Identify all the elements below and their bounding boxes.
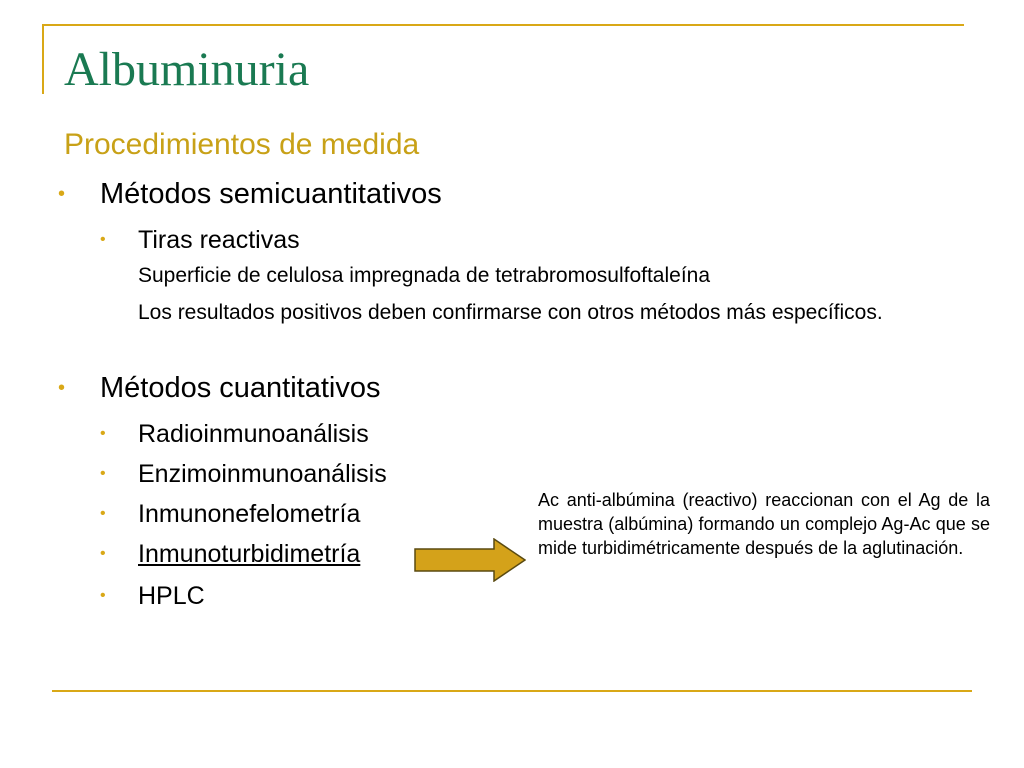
item-label: Inmunoturbidimetría [138,540,361,568]
frame-top-line [42,24,964,26]
callout-text: Ac anti-albúmina (reactivo) reaccionan con el Ag de la muestra (albúmina) formando un complejo Ag-Ac que se mide turbidimétricamente después de la aglutinación. [538,490,990,558]
section-cuantitativos [58,370,381,406]
frame-left-line [42,24,44,94]
item-inmunoturbidimetria [100,538,361,570]
bullet-icon: • [100,587,106,604]
bullet-icon: • [100,545,106,562]
bullet-icon: • [100,505,106,522]
item-label: Enzimoinmunoanálisis [138,460,387,488]
note-celulosa: Superficie de celulosa impregnada de tetrabromosulfoftaleína [138,264,711,287]
bullet-icon: • [100,465,106,482]
slide-title: Albuminuria [64,43,310,96]
frame-bottom-line [52,690,972,692]
item-hplc [100,580,205,612]
bullet-icon: • [100,425,106,442]
section-semicuantitativos [58,176,442,212]
item-enzimoinmunoanalisis [100,458,387,490]
bullet-icon: • [58,183,66,205]
bullet-icon: • [58,377,66,399]
slide-subtitle: Procedimientos de medida [64,128,420,161]
section-label: Métodos semicuantitativos [100,178,442,210]
bullet-icon: • [100,231,106,248]
note-confirmar: Los resultados positivos deben confirmarse con otros métodos más específicos. [138,301,883,324]
right-arrow-icon [414,538,526,582]
item-label: Tiras reactivas [138,226,300,254]
item-label: HPLC [138,582,205,610]
item-tiras-reactivas [100,224,300,256]
item-label: Radioinmunoanálisis [138,420,369,448]
section-label: Métodos cuantitativos [100,372,381,404]
item-radioinmunoanalisis [100,418,369,450]
item-inmunonefelometria [100,498,361,530]
item-label: Inmunonefelometría [138,500,361,528]
